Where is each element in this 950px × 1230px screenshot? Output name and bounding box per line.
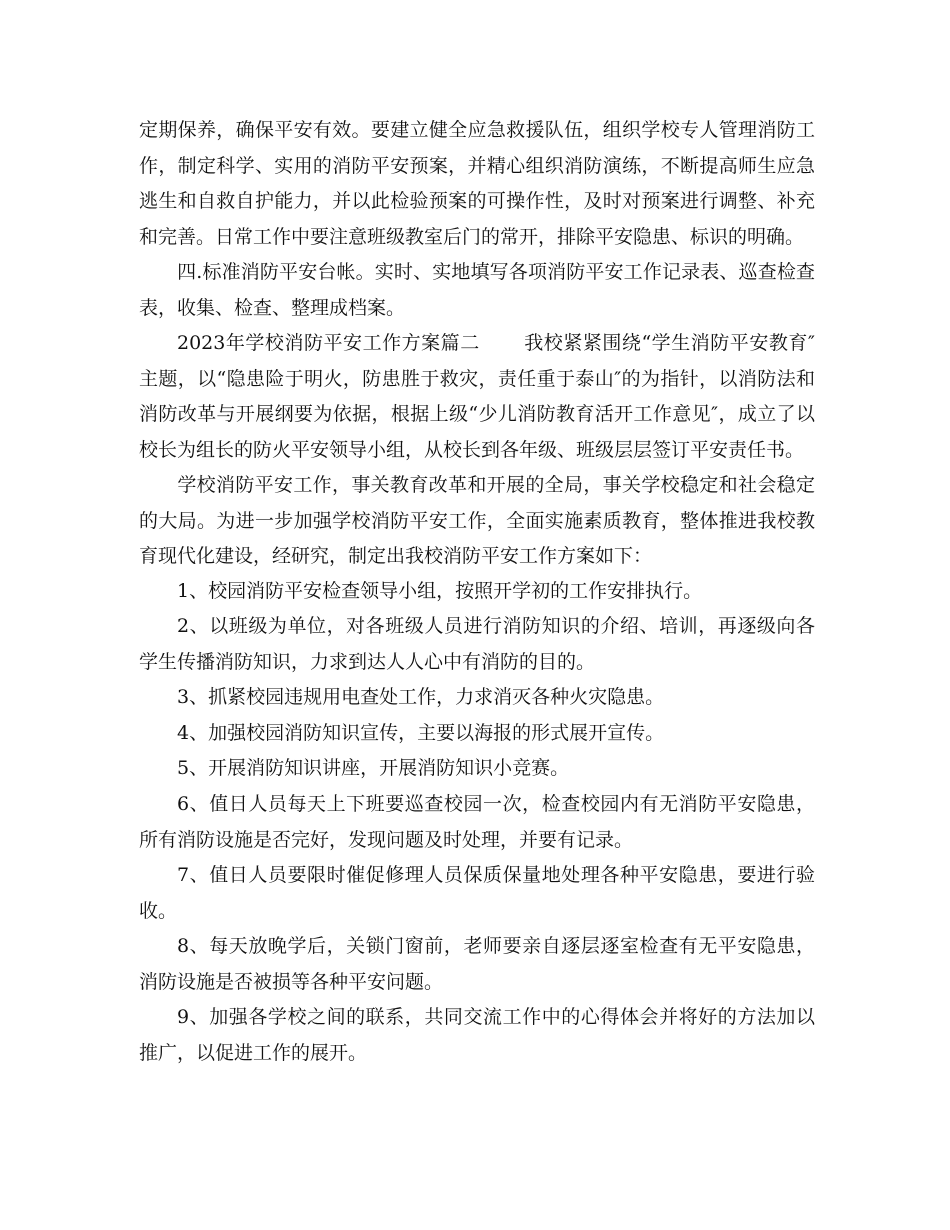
list-item-text: 5、开展消防知识讲座，开展消防知识小竞赛。 [177, 757, 570, 779]
list-item-8 [139, 929, 815, 1000]
list-item-3 [139, 680, 815, 716]
list-item-text: 8、每天放晚学后，关锁门窗前，老师要亲自逐层逐室检查有无平安隐患，消防设施是否被损等各种平安问题。 [139, 935, 815, 993]
list-item-text: 3、抓紧校园违规用电查处工作，力求消灭各种火灾隐患。 [177, 686, 665, 708]
list-item-text: 7、值日人员要限时催促修理人员保质保量地处理各种平安隐患，要进行验收。 [139, 864, 815, 922]
list-item-2 [139, 609, 815, 680]
paragraph-section-4 [139, 255, 815, 326]
paragraph-continuation: 定期保养，确保平安有效。要建立健全应急救援队伍，组织学校专人管理消防工作，制定科学、实用的消防平安预案，并精心组织消防演练，不断提高师生应急逃生和自救自护能力，并以此检验预案的可操作性，及时对预案进行调整、补充和完善。日常工作中要注意班级教室后门的常开，排除平安隐患、标识的明确。 [139, 119, 815, 248]
list-item-text: 2、以班级为单位，对各班级人员进行消防知识的介绍、培训，再逐级向各学生传播消防知识，力求到达人人心中有消防的目的。 [139, 615, 815, 673]
section-title: 2023年学校消防平安工作方案篇二 [177, 332, 480, 354]
list-item-9 [139, 1000, 815, 1071]
paragraph-text: 四.标准消防平安台帐。实时、实地填写各项消防平安工作记录表、巡查检查表，收集、检查、整理成档案。 [139, 261, 815, 319]
paragraph-text: 学校消防平安工作，事关教育改革和开展的全局，事关学校稳定和社会稳定的大局。为进一步加强学校消防平安工作，全面实施素质教育，整体推进我校教育现代化建设，经研究，制定出我校消防平安工作方案如下： [139, 474, 815, 567]
paragraph-intro [139, 468, 815, 575]
list-item-7 [139, 858, 815, 929]
paragraph-plan-two [139, 326, 815, 468]
list-item-text: 6、值日人员每天上下班要巡查校园一次，检查校园内有无消防平安隐患，所有消防设施是否完好，发现问题及时处理，并要有记录。 [139, 793, 815, 851]
list-item-6 [139, 787, 815, 858]
list-item-text: 1、校园消防平安检查领导小组，按照开学初的工作安排执行。 [177, 580, 703, 602]
list-item-text: 9、加强各学校之间的联系，共同交流工作中的心得体会并将好的方法加以推广，以促进工作的展开。 [139, 1006, 815, 1064]
list-item-1 [139, 574, 815, 610]
list-item-text: 4、加强校园消防知识宣传，主要以海报的形式展开宣传。 [177, 722, 665, 744]
list-item-5 [139, 751, 815, 787]
list-item-4 [139, 716, 815, 752]
paragraph-text: 我校紧紧围绕“学生消防平安教育″主题，以“隐患险于明火，防患胜于救灾，责任重于泰山″的为指针，以消防法和消防改革与开展纲要为依据，根据上级“少儿消防教育活开工作意见″，成立了以校长为组长的防火平安领导小组，从校长到各年级、班级层层签订平安责任书。 [139, 332, 816, 461]
